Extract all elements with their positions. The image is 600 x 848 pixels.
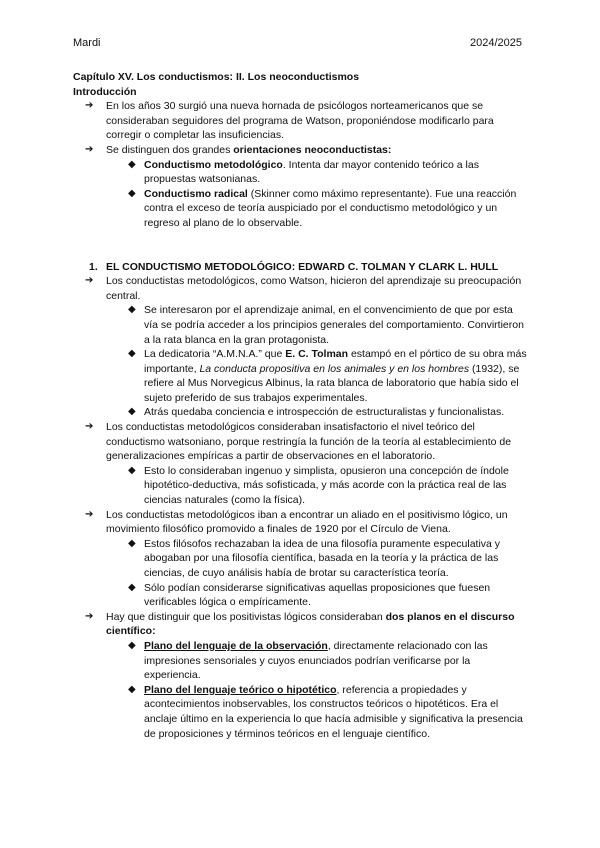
intro-bullet-1: ➔ En los años 30 surgió una nueva hornada de psicólogos norteamericanos que se consideraban seguidores del programa de Watson, proponiéndose modificarlo para corregir o completar las insuficiencias. [73,99,529,143]
s1-bullet-1: ➔ Los conductistas metodológicos, como Watson, hicieron del aprendizaje su preocupación central. [73,274,529,303]
text: , directamente relacionado con las impresiones sensoriales y cuyos enunciados podrían verificarse por la experiencia. [144,639,488,682]
s1-bullet-2: ➔ Los conductistas metodológicos consideraban insatisfactorio el nivel teórico del conductismo watsoniano, porque restringía la función de la teoría al establecimiento de generalizaciones empíricas a partir de observaciones en el laboratorio. [73,420,529,464]
s1-sub-1-3: ◆ Atrás quedaba conciencia e introspección de estructuralistas y funcionalistas. [73,405,529,420]
bold-text: E. C. Tolman [285,348,349,361]
s1-sub-3-1: ◆ Estos filósofos rechazaban la idea de una filosofía puramente especulativa y abogaban por una filosofía científica, basada en la teoría y la práctica de las ciencias, de cuyo análisis había de brotar su característica teoría. [73,537,529,581]
intro-sub-1 [73,158,529,187]
bold-text: Conductismo radical [144,187,248,200]
italic-text: La conducta propositiva en los animales y en los hombres [199,362,470,375]
bold-text: Conductismo metodológico [144,158,283,171]
s1-sub-4-2 [73,683,529,741]
s1-sub-4-1 [73,639,529,683]
text: La dedicatoria “A.M.N.A.” que [144,348,286,361]
text: . Intenta dar mayor contenido teórico a las propuestas watsonianas. [144,158,479,186]
text: estampó en el pórtico de su obra más importante, [144,348,527,375]
section-1-heading [73,260,529,275]
bold-text: orientaciones neoconductistas: [233,143,392,156]
s1-bullet-3: ➔ Los conductistas metodológicos iban a encontrar un aliado en el positivismo lógico, un movimiento filosófico promovido a finales de 1920 por el Círculo de Viena. [73,508,529,537]
header-right: 2024/2025 [470,37,522,49]
section-number: 1. [89,260,98,273]
s1-sub-1-1: ◆ Se interesaron por el aprendizaje animal, en el convencimiento de que por esta vía se podría acceder a los principios generales del comportamiento. Convirtieron a la rata blanca en la gran protagonista. [73,303,529,347]
chapter-title: Capítulo XV. Los conductismos: II. Los neoconductismos [73,71,360,83]
bold-underlined-text: Plano del lenguaje teórico o hipotético [144,683,337,696]
document-body [73,70,529,741]
text: , referencia a propiedades y acontecimientos inobservables, los constructos teóricos o hipotéticos. Era el anclaje último en la experiencia lo que hacía admisible y significativa la presencia de proposiciones y términos teóricos en el lenguaje científico. [144,683,523,740]
intro-bullet-2 [73,143,529,158]
s1-sub-2-1: ◆ Esto lo consideraban ingenuo y simplista, opusieron una concepción de índole hipotético-deductiva, más sofisticada, y más acorde con la práctica real de las ciencias naturales (como la física). [73,464,529,508]
text: (Skinner como máximo representante). Fue una reacción contra el exceso de teoría auspiciado por el conductismo metodológico y un regreso al plano de lo observable. [144,187,517,229]
s1-bullet-4 [73,610,529,639]
bold-text: dos planos en el discurso científico: [106,610,515,638]
text: (1932), se refiere al Mus Norvegicus Albinus, la rata blanca de laboratorio que había sido el sujeto preferido de sus trabajos experimentales. [144,362,520,404]
intro-sub-2 [73,187,529,231]
header-left: Mardi [73,37,101,49]
section-title: EL CONDUCTISMO METODOLÓGICO: EDWARD C. TOLMAN Y CLARK L. HULL [106,260,499,273]
s1-sub-3-2: ◆ Sólo podían considerarse significativas aquellas proposiciones que fuesen verificables lógica o empíricamente. [73,581,529,610]
text: Se distinguen dos grandes [106,143,234,156]
intro-heading: Introducción [73,85,137,98]
bold-underlined-text: Plano del lenguaje de la observación [144,639,328,652]
s1-sub-1-2 [73,347,529,405]
text: Hay que distinguir que los positivistas lógicos consideraban [106,610,386,623]
